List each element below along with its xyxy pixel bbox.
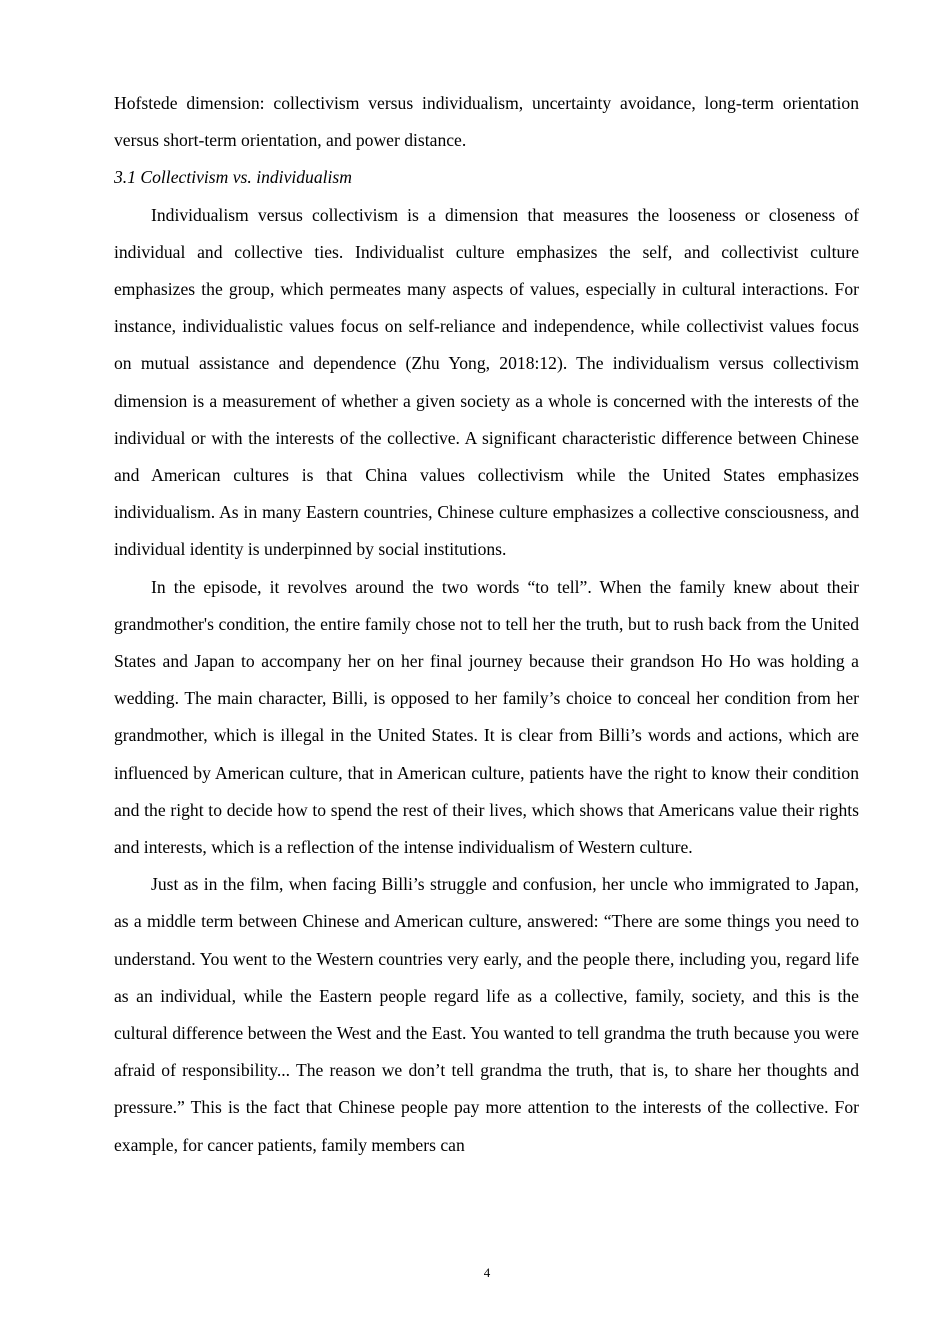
intro-paragraph: Hofstede dimension: collectivism versus individualism, uncertainty avoidance, long-term orientation versus short-term orientation, and power distance. bbox=[114, 93, 859, 151]
page-body bbox=[114, 85, 859, 1164]
page-number: 4 bbox=[483, 1265, 491, 1280]
body-paragraph-2: In the episode, it revolves around the two words “to tell”. When the family knew about their grandmother's condition, the entire family chose not to tell her the truth, but to rush back from the United States and Japan to accompany her on her final journey because their grandson Ho Ho was holding a wedding. The main character, Billi, is opposed to her family’s choice to conceal her condition from her grandmother, which is illegal in the United States. It is clear from Billi’s words and actions, which are influenced by American culture, that in American culture, patients have the right to know their condition and the right to decide how to spend the rest of their lives, which shows that Americans value their rights and interests, which is a reflection of the intense individualism of Western culture. bbox=[114, 576, 859, 858]
body-paragraph-3: Just as in the film, when facing Billi’s struggle and confusion, her uncle who immigrated to Japan, as a middle term between Chinese and American culture, answered: “There are some things you need to understand. You went to the Western countries very early, and the people there, including you, regard life as an individual, while the Eastern people regard life as a collective, family, society, and this is the cultural difference between the West and the East. You wanted to tell grandma the truth because you were afraid of responsibility... The reason we don’t tell grandma the truth, that is, to share her thoughts and pressure.” This is the fact that Chinese people pay more attention to the interests of the collective. For example, for cancer patients, family members can bbox=[114, 874, 859, 1155]
body-paragraph-1: Individualism versus collectivism is a dimension that measures the looseness or closeness of individual and collective ties. Individualist culture emphasizes the self, and collectivist culture emphasizes the group, which permeates many aspects of values, especially in cultural interactions. For instance, individualistic values focus on self-reliance and independence, while collectivist values focus on mutual assistance and dependence (Zhu Yong, 2018:12). The individualism versus collectivism dimension is a measurement of whether a given society as a whole is concerned with the interests of the individual or with the interests of the collective. A significant characteristic difference between Chinese and American cultures is that China values collectivism while the United States emphasizes individualism. As in many Eastern countries, Chinese culture emphasizes a collective consciousness, and individual identity is underpinned by social institutions. bbox=[114, 204, 859, 560]
section-heading: 3.1 Collectivism vs. individualism bbox=[114, 167, 352, 188]
